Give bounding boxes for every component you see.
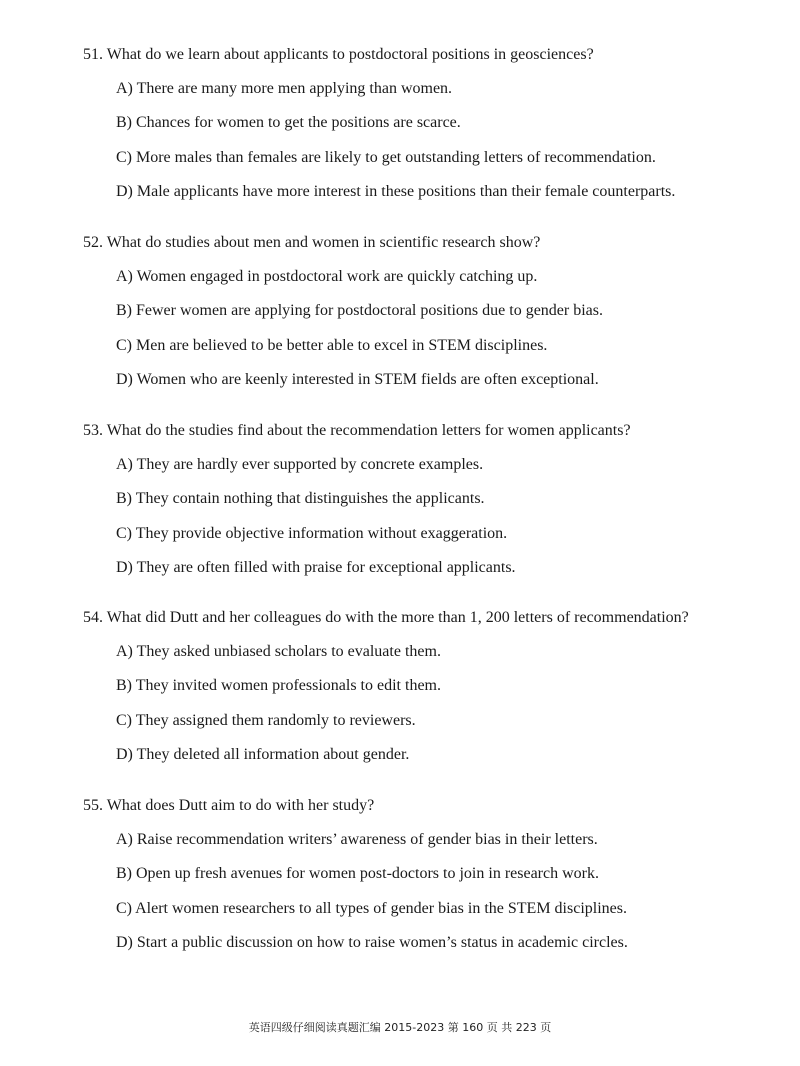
question-stem: 53. What do the studies find about the recommendation letters for women applicants? bbox=[83, 422, 631, 439]
question-stem: 52. What do studies about men and women in scientific research show? bbox=[83, 234, 541, 251]
option-d: D) Male applicants have more interest in these positions than their female counterparts. bbox=[116, 182, 676, 200]
option-c: C) Men are believed to be better able to excel in STEM disciplines. bbox=[116, 336, 548, 354]
question-53 bbox=[83, 421, 783, 592]
option-b: B) They invited women professionals to edit them. bbox=[116, 677, 441, 695]
option-b: B) Fewer women are applying for postdoctoral positions due to gender bias. bbox=[116, 302, 603, 320]
option-b: B) They contain nothing that distinguishes the applicants. bbox=[116, 490, 485, 508]
option-b: B) Chances for women to get the positions are scarce. bbox=[116, 114, 461, 132]
option-a: A) Raise recommendation writers’ awareness of gender bias in their letters. bbox=[116, 831, 598, 848]
question-stem: 51. What do we learn about applicants to postdoctoral positions in geosciences? bbox=[83, 46, 594, 63]
option-d: D) They are often filled with praise for exceptional applicants. bbox=[116, 558, 516, 576]
option-c: C) Alert women researchers to all types of gender bias in the STEM disciplines. bbox=[116, 899, 627, 917]
answer-options bbox=[83, 79, 783, 202]
question-52 bbox=[83, 233, 783, 404]
option-a: A) They asked unbiased scholars to evaluate them. bbox=[116, 643, 441, 660]
question-stem: 55. What does Dutt aim to do with her study? bbox=[83, 797, 375, 814]
question-54 bbox=[83, 608, 783, 779]
option-c: C) More males than females are likely to get outstanding letters of recommendation. bbox=[116, 148, 656, 166]
question-51 bbox=[83, 45, 783, 216]
page-footer: 英语四级仔细阅读真题汇编 2015-2023 第 160 页 共 223 页 bbox=[248, 1021, 552, 1034]
answer-options bbox=[83, 267, 783, 390]
option-b: B) Open up fresh avenues for women post-doctors to join in research work. bbox=[116, 865, 599, 883]
option-a: A) Women engaged in postdoctoral work are quickly catching up. bbox=[116, 268, 538, 285]
question-55 bbox=[83, 796, 783, 967]
option-c: C) They assigned them randomly to reviewers. bbox=[116, 711, 416, 729]
question-stem: 54. What did Dutt and her colleagues do with the more than 1, 200 letters of recommendation? bbox=[83, 609, 689, 626]
answer-options bbox=[83, 455, 783, 578]
option-d: D) They deleted all information about gender. bbox=[116, 745, 410, 763]
answer-options bbox=[83, 642, 783, 765]
option-a: A) There are many more men applying than women. bbox=[116, 80, 453, 97]
option-d: D) Start a public discussion on how to raise women’s status in academic circles. bbox=[116, 933, 628, 951]
option-a: A) They are hardly ever supported by concrete examples. bbox=[116, 456, 484, 473]
option-c: C) They provide objective information without exaggeration. bbox=[116, 524, 508, 542]
option-d: D) Women who are keenly interested in STEM fields are often exceptional. bbox=[116, 370, 599, 388]
answer-options bbox=[83, 830, 783, 953]
